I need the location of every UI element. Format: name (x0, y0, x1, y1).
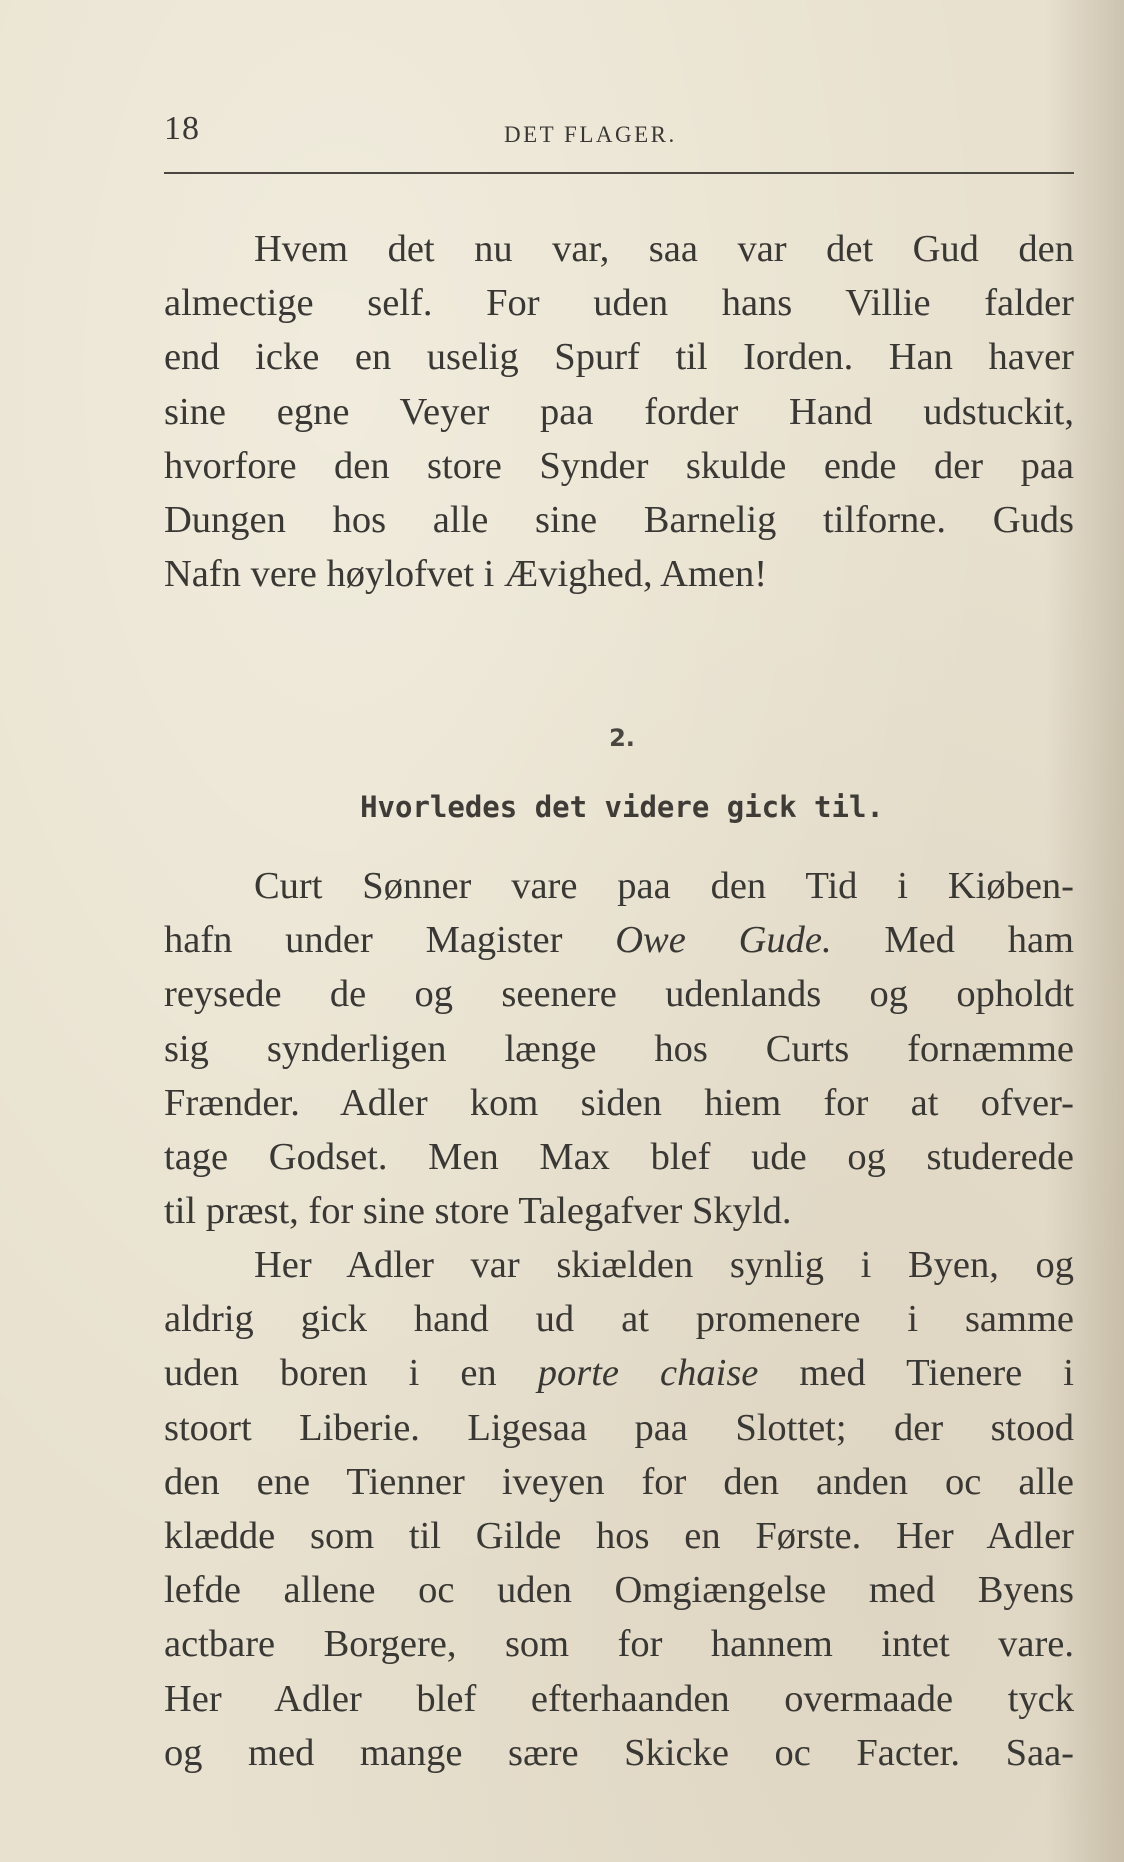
text-line: klædde som til Gilde hos en Første. Her Adler (164, 1514, 1074, 1557)
text-line: til præst, for sine store Talegafver Skyld. (164, 1190, 792, 1233)
text-run: uden boren i en (164, 1352, 538, 1395)
text-run: med Tienere i (758, 1352, 1075, 1395)
text-line: lefde allene oc uden Omgiængelse med Byens (164, 1569, 1074, 1612)
text-line (164, 913, 1074, 967)
text-line: og med mange sære Skicke oc Facter. Saa- (164, 1731, 1074, 1774)
italic-phrase: porte chaise (537, 1352, 759, 1395)
text-line: Her Adler blef efterhaanden overmaade tyck (164, 1677, 1074, 1720)
paragraph-3 (164, 1238, 1074, 1780)
page-number: 18 (164, 110, 200, 147)
text-line: reysede de og seenere udenlands og opholdt (164, 973, 1074, 1016)
paragraph-2 (164, 859, 1074, 1238)
italic-name: Owe Gude. (615, 919, 832, 962)
text-line: hvorfore den store Synder skulde ende der paa (164, 444, 1074, 487)
text-line: end icke en uselig Spurf til Iorden. Han haver (164, 336, 1074, 379)
text-line (164, 1346, 1074, 1400)
text-line: den ene Tienner iveyen for den anden oc alle (164, 1460, 1074, 1503)
section-number: 2. (609, 724, 635, 752)
text-line: Hvem det nu var, saa var det Gud den (254, 228, 1074, 270)
text-line: Frænder. Adler kom siden hiem for at ofver- (164, 1081, 1074, 1124)
text-line: sine egne Veyer paa forder Hand udstuckit, (164, 390, 1074, 433)
text-line: tage Godset. Men Max blef ude og studerede (164, 1135, 1074, 1178)
text-run: hafn under Magister (164, 919, 616, 962)
text-line: almectige self. For uden hans Villie falder (164, 282, 1074, 325)
text-line: stoort Liberie. Ligesaa paa Slottet; der stood (164, 1406, 1074, 1449)
text-line: sig synderligen længe hos Curts fornæmme (164, 1027, 1074, 1070)
paragraph-1 (164, 222, 1074, 601)
section-heading: Hvorledes det videre gick til. (360, 790, 884, 824)
text-line: Dungen hos alle sine Barnelig tilforne. Guds (164, 498, 1074, 541)
text-line: Nafn vere høylofvet i Ævighed, Amen! (164, 553, 768, 596)
running-title: DET FLAGER. (504, 122, 677, 147)
page-header (164, 110, 1074, 160)
text-line: Her Adler var skiælden synlig i Byen, og (254, 1244, 1074, 1286)
header-rule (164, 172, 1074, 174)
text-run: Med ham (831, 919, 1074, 962)
text-line: Curt Sønner vare paa den Tid i Kiøben- (254, 865, 1074, 907)
text-line: actbare Borgere, som for hannem intet vare. (164, 1623, 1074, 1666)
text-line: aldrig gick hand ud at promenere i samme (164, 1298, 1074, 1341)
